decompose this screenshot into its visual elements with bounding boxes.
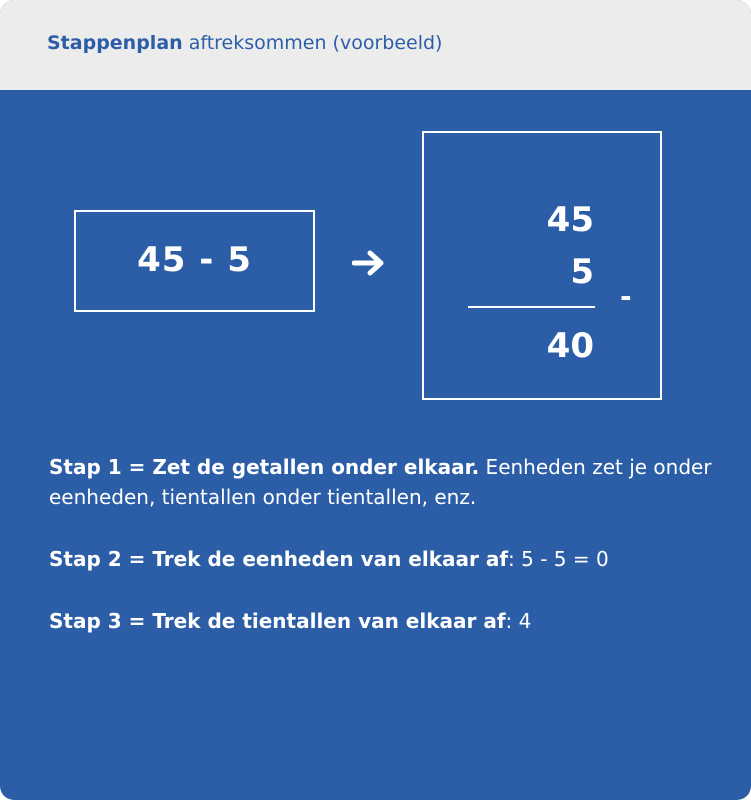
card-title-bold: Stappenplan bbox=[47, 32, 183, 54]
card-header bbox=[0, 0, 751, 90]
right-arrow-icon-svg bbox=[352, 248, 386, 278]
top-number: 45 bbox=[546, 200, 594, 240]
steps-list bbox=[49, 452, 719, 668]
step-2-label: Stap 2 = Trek de eenheden van elkaar af bbox=[49, 547, 509, 571]
step-1-text: Eenheden zet je onder eenheden, tientallen onder tientallen, enz. bbox=[49, 455, 712, 509]
step-3-text: : 4 bbox=[505, 609, 532, 633]
minus-sign: - bbox=[620, 280, 632, 313]
step-2 bbox=[49, 544, 719, 574]
expression-text: 45 - 5 bbox=[137, 240, 252, 280]
sum-line bbox=[468, 306, 595, 308]
step-2-text: : 5 - 5 = 0 bbox=[508, 547, 609, 571]
step-3 bbox=[49, 606, 719, 636]
expression-box bbox=[74, 210, 315, 312]
card-title-rest: aftreksommen (voorbeeld) bbox=[182, 32, 443, 54]
right-arrow-icon bbox=[352, 248, 386, 284]
card-title bbox=[47, 32, 442, 54]
step-3-label: Stap 3 = Trek de tientallen van elkaar af bbox=[49, 609, 506, 633]
step-1 bbox=[49, 452, 719, 512]
bottom-number: 5 bbox=[570, 252, 594, 292]
step-1-label: Stap 1 = Zet de getallen onder elkaar. bbox=[49, 455, 480, 479]
result-number: 40 bbox=[546, 326, 594, 366]
column-subtraction-box bbox=[422, 131, 662, 400]
